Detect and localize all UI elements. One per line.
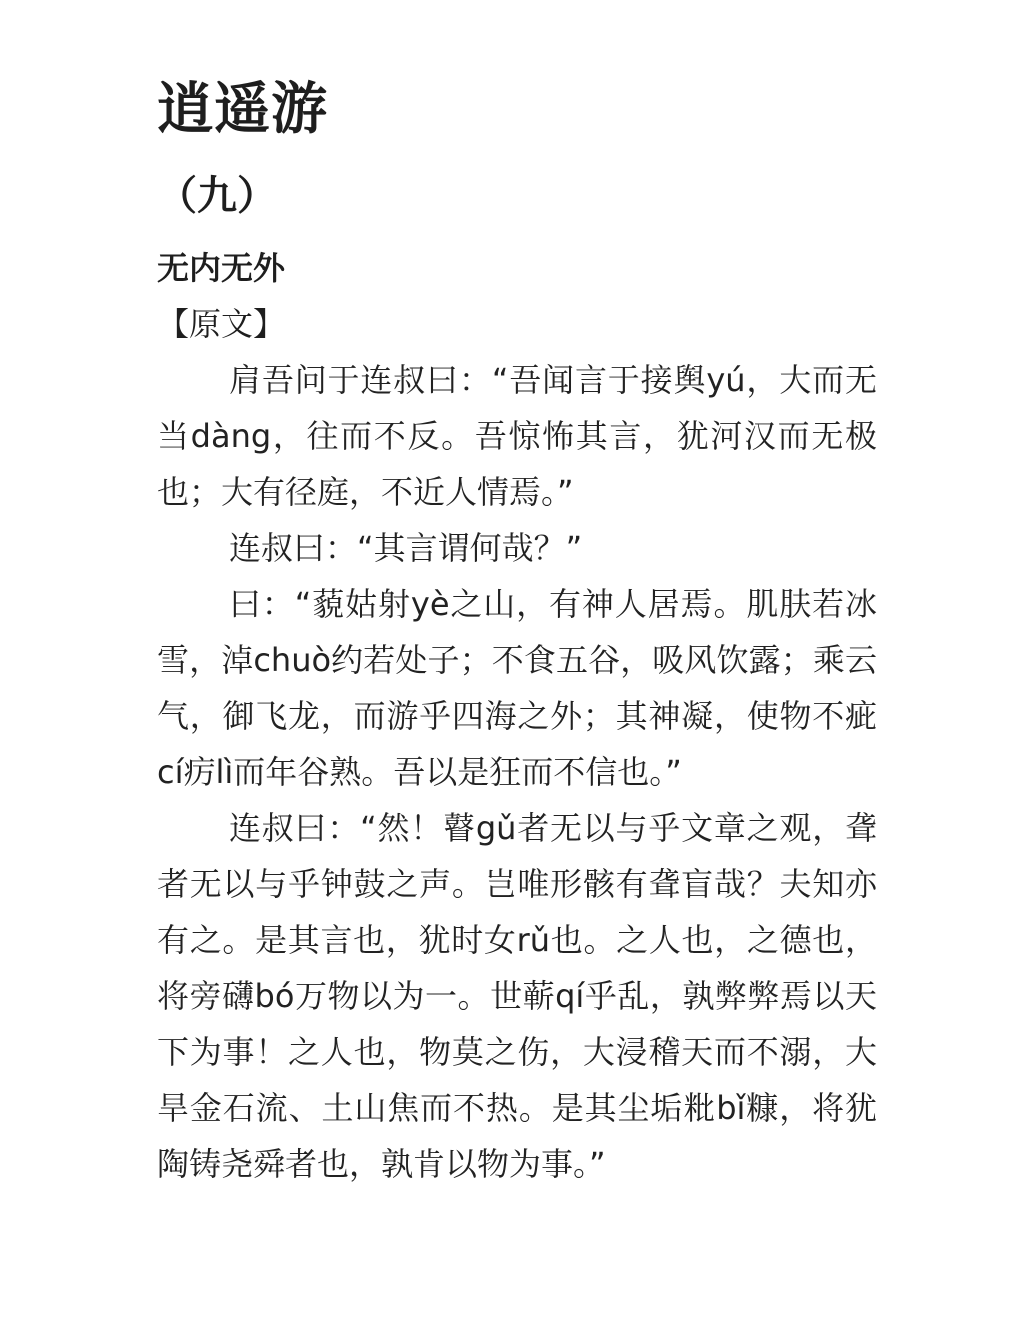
paragraph-2: 连叔曰：“其言谓何哉？” xyxy=(229,529,583,567)
paragraph-1: 肩吾问于连叔曰：“吾闻言于接舆yú，大而无当dàng，往而不反。吾惊怖其言，犹河汉而无极也；大有径庭，不近人情焉。” xyxy=(157,361,877,511)
original-text-body xyxy=(157,352,877,1192)
page-title: 逍遥游 xyxy=(157,77,328,142)
original-text-label: 【原文】 xyxy=(157,305,286,343)
document-page xyxy=(157,72,877,1192)
paragraph-3: 曰：“藐姑射yè之山，有神人居焉。肌肤若冰雪，淖chuò约若处子；不食五谷，吸风饮露；乘云气，御飞龙，而游乎四海之外；其神凝，使物不疵cí疠lì而年谷熟。吾以是狂而不信也。” xyxy=(157,585,877,791)
chapter-number: （九） xyxy=(157,173,277,219)
paragraph-4: 连叔曰：“然！瞽gǔ者无以与乎文章之观，聋者无以与乎钟鼓之声。岂唯形骸有聋盲哉？夫知亦有之。是其言也，犹时女rǔ也。之人也，之德也，将旁礴bó万物以为一。世蕲qí乎乱，孰弊弊焉以天下为事！之人也，物莫之伤，大浸稽天而不溺，大旱金石流、土山焦而不热。是其尘垢粃bǐ糠，将犹陶铸尧舜者也，孰肯以物为事。” xyxy=(157,809,877,1183)
section-heading: 无内无外 xyxy=(157,249,286,287)
